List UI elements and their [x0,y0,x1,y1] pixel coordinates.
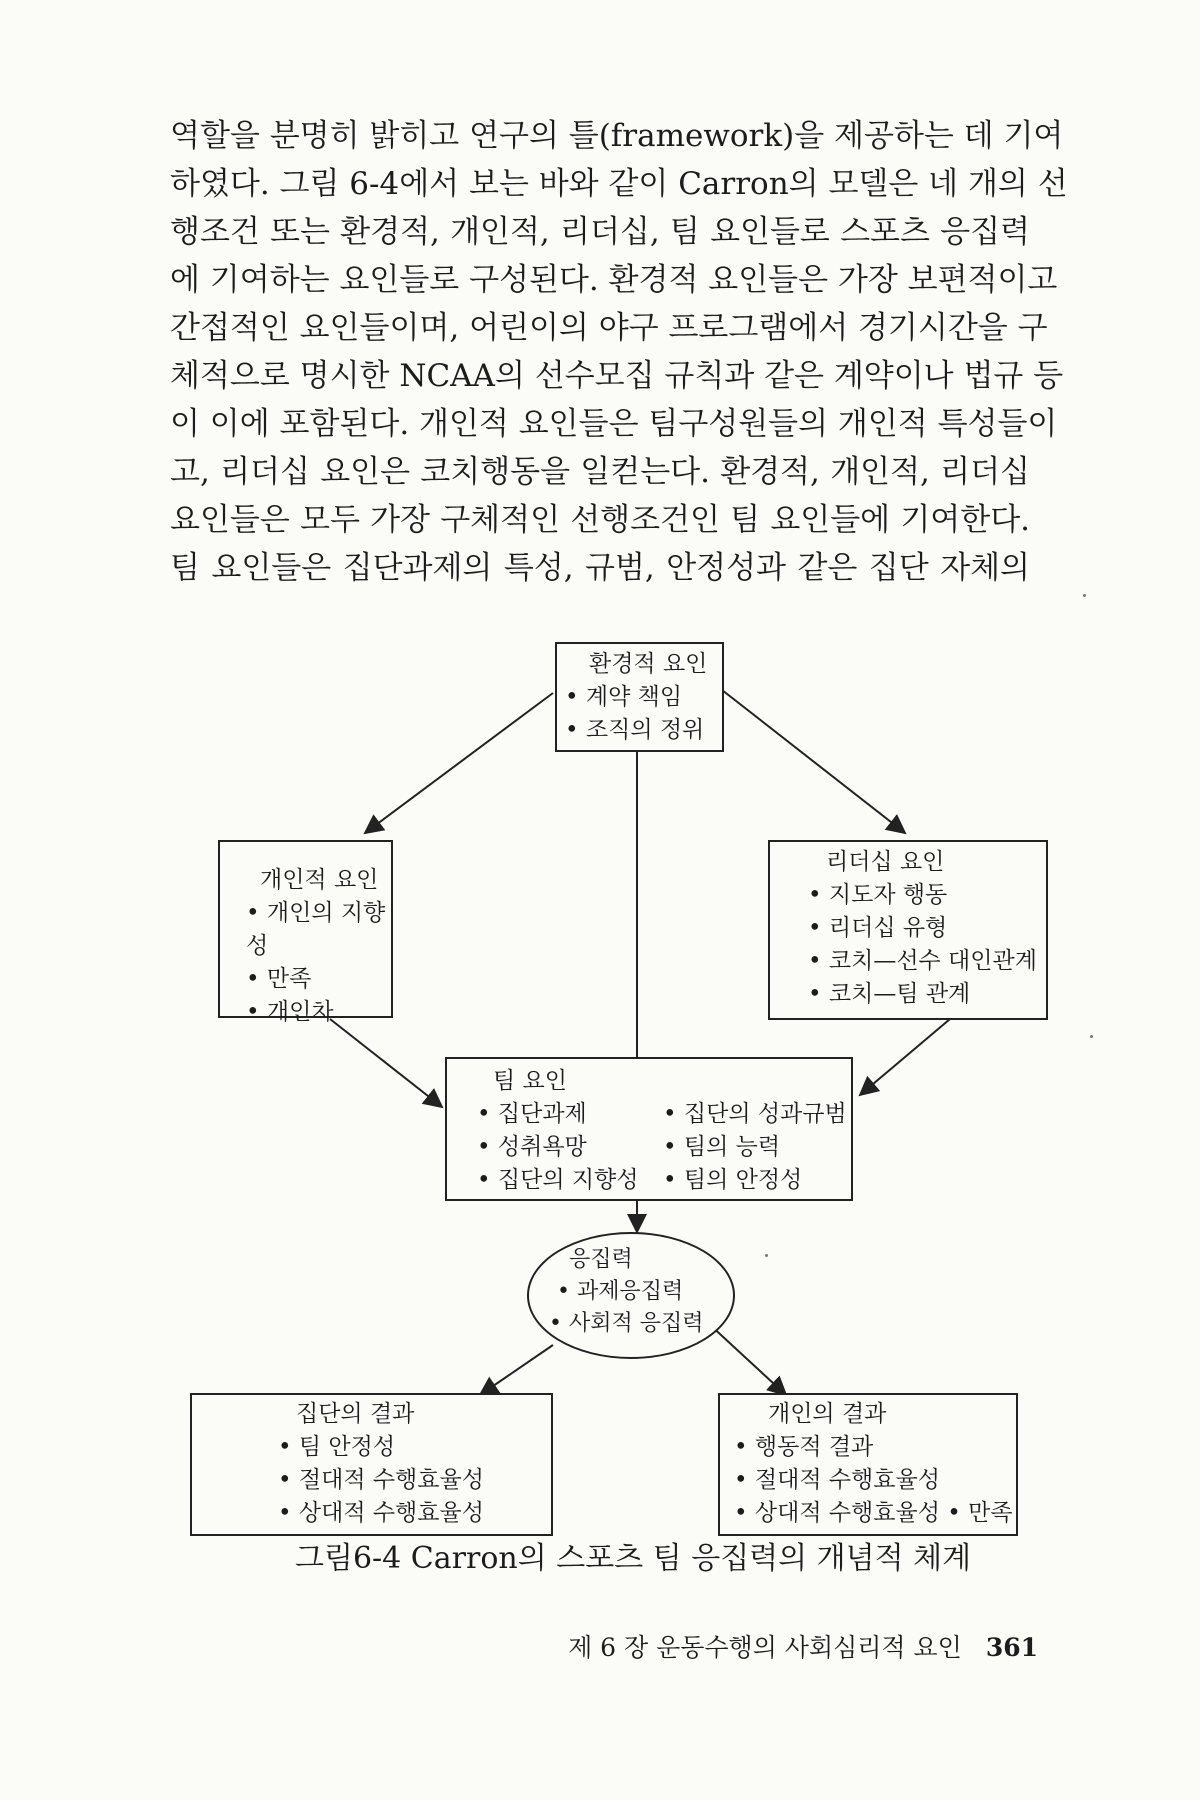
figure-caption: 그림6-4 Carron의 스포츠 팀 응집력의 개념적 체계 [295,1541,972,1576]
paragraph-line: 행조건 또는 환경적, 개인적, 리더십, 팀 요인들로 스포츠 응집력 [170,214,1030,250]
arrow-env-to-leadership [722,690,905,833]
individual-outcome-item: • 상대적 수행효율성 • 만족 [734,1500,1013,1526]
arrow-cohesion-to-group [480,1345,553,1395]
team-item: • 집단과제 [477,1101,587,1127]
team-item: • 성취욕망 [477,1134,587,1160]
team-factors-box [445,1057,853,1201]
cohesion-item: • 사회적 응집력 [549,1311,704,1336]
individual-outcomes-box [718,1393,1018,1536]
paragraph-line: 하였다. 그림 6-4에서 보는 바와 같이 Carron의 모델은 네 개의 선 [170,166,1068,202]
arrow-personal-to-team [330,1019,442,1107]
environmental-item: • 계약 책임 [565,684,683,710]
cohesion-title: 응집력 [569,1247,633,1272]
group-outcomes-title: 집단의 결과 [296,1401,415,1427]
paragraph-line: 팀 요인들은 집단과제의 특성, 규범, 안정성과 같은 집단 자체의 [170,550,1030,586]
paragraph-line: 역할을 분명히 밝히고 연구의 틀(framework)을 제공하는 데 기여 [170,118,1064,154]
arrow-env-to-personal [365,693,553,833]
paragraph-line: 체적으로 명시한 NCAA의 선수모집 규칙과 같은 계약이나 법규 등 [170,358,1064,394]
group-outcomes-box [190,1393,553,1536]
individual-outcomes-title: 개인의 결과 [768,1401,887,1427]
arrow-leadership-to-team [860,1019,950,1095]
paragraph-line: 고, 리더십 요인은 코치행동을 일컫는다. 환경적, 개인적, 리더십 [170,454,1030,490]
team-item: • 팀의 능력 [663,1134,781,1160]
team-item: • 집단의 성과규범 [663,1101,847,1127]
cohesion-ellipse [527,1232,735,1359]
team-item: • 팀의 안정성 [663,1167,803,1193]
environmental-factors-box [555,642,724,752]
paragraph-line: 요인들은 모두 가장 구체적인 선행조건인 팀 요인들에 기여한다. [170,502,1030,538]
leadership-item: • 리더십 유형 [808,915,948,941]
group-outcome-item: • 팀 안정성 [278,1434,396,1460]
cohesion-item: • 과제응집력 [557,1279,684,1304]
team-factors-title: 팀 요인 [493,1068,567,1094]
personal-factors-title: 개인적 요인 [260,867,379,893]
personal-item: • 개인의 지향성 [246,900,386,959]
personal-item: • 개인차 [246,999,334,1025]
personal-item: • 만족 [246,966,312,992]
page-number: 361 [985,1633,1038,1662]
group-outcome-item: • 절대적 수행효율성 [278,1467,484,1493]
group-outcome-item: • 상대적 수행효율성 [278,1500,484,1526]
environmental-item: • 조직의 정위 [565,717,705,743]
scan-speck [1090,1035,1093,1038]
individual-outcome-item: • 절대적 수행효율성 [734,1467,940,1493]
individual-outcome-item: • 행동적 결과 [734,1434,874,1460]
scan-speck [765,1254,768,1257]
personal-factors-box [218,840,393,1025]
leadership-item: • 코치—팀 관계 [808,981,971,1007]
leadership-factors-box [768,840,1048,1020]
chapter-title: 제 6 장 운동수행의 사회심리적 요인 [568,1633,962,1662]
paragraph-line: 이 이에 포함된다. 개인적 요인들은 팀구성원들의 개인적 특성들이 [170,406,1058,442]
page-footer [568,1628,1038,1664]
leadership-factors-title: 리더십 요인 [826,849,945,875]
paragraph-line: 간접적인 요인들이며, 어린이의 야구 프로그램에서 경기시간을 구 [170,310,1048,346]
leadership-item: • 코치—선수 대인관계 [808,948,1037,974]
paragraph-line: 에 기여하는 요인들로 구성된다. 환경적 요인들은 가장 보편적이고 [170,262,1058,298]
team-item: • 집단의 지향성 [477,1167,639,1193]
leadership-item: • 지도자 행동 [808,882,948,908]
scan-speck [1083,594,1086,597]
environmental-factors-title: 환경적 요인 [589,651,708,677]
